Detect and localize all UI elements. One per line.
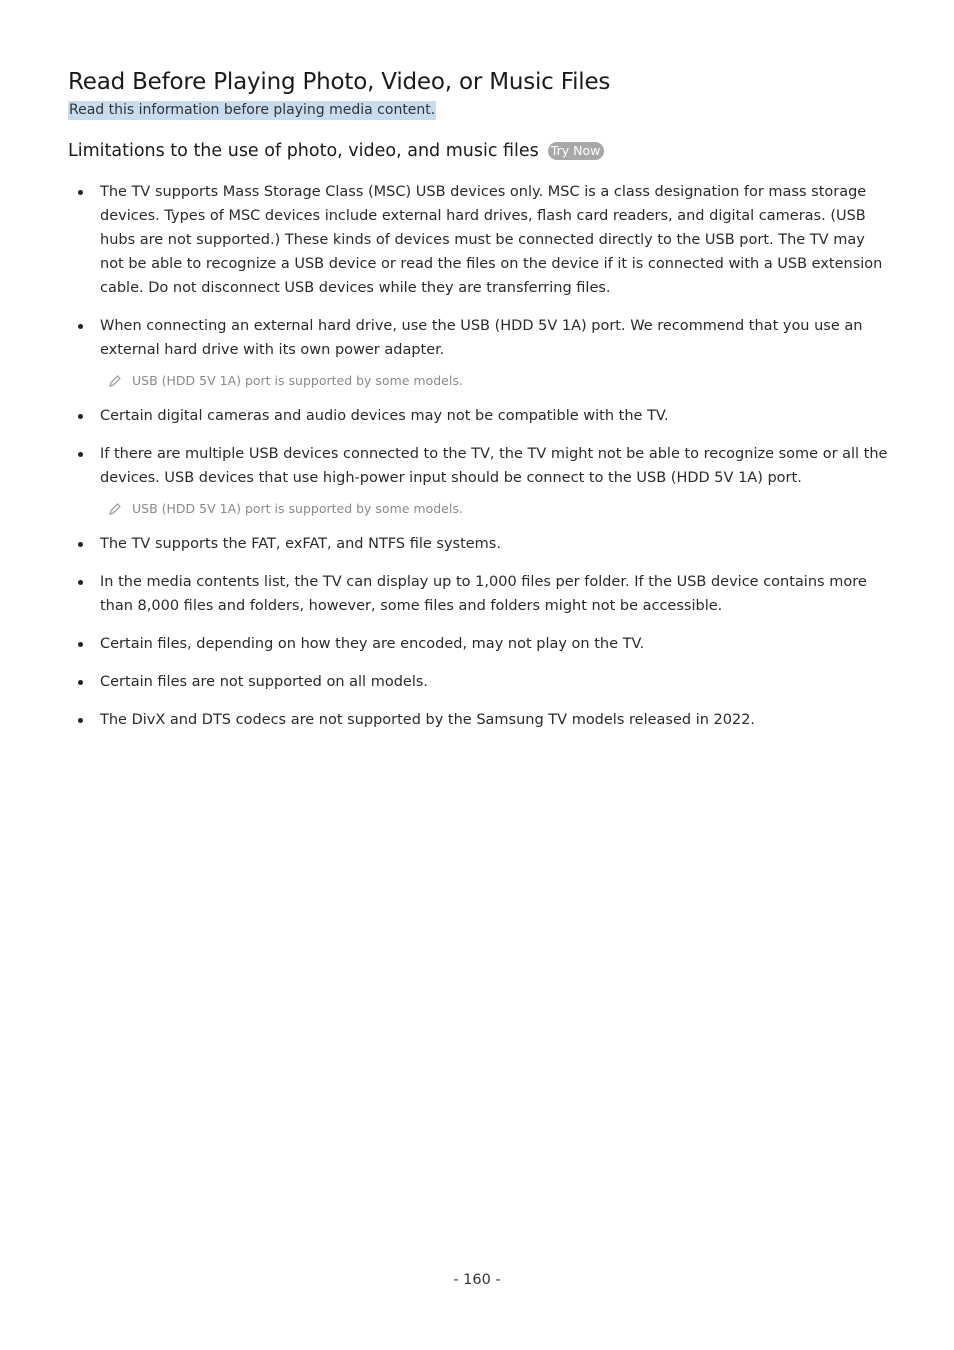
note [108,500,890,518]
section-heading-text: Limitations to the use of photo, video, and music files [68,141,539,161]
page-title: Read Before Playing Photo, Video, or Music Files [68,69,611,95]
list-item-text: The TV supports Mass Storage Class (MSC) USB devices only. MSC is a class designation for mass storage devices. Types of MSC devices include external hard drives, flash card readers, and digital cameras. (USB hubs are not supported.) These kinds of devices must be connected directly to the USB port. The TV may not be able to recognize a USB device or read the files on the device if it is connected with a USB extension cable. Do not disconnect USB devices while they are transferring files. [100,184,883,296]
note [108,372,890,390]
list-item [68,570,890,618]
pencil-icon [108,374,122,388]
list-item-text: If there are multiple USB devices connected to the TV, the TV might not be able to recognize some or all the devices. USB devices that use high-power input should be connect to the USB (HDD 5V 1A) port. [100,446,888,486]
list-item-text: In the media contents list, the TV can display up to 1,000 files per folder. If the USB device contains more than 8,000 files and folders, however, some files and folders might not be accessible. [100,574,867,614]
list-item-text: The TV supports the FAT, exFAT, and NTFS file systems. [100,536,501,552]
page-subtitle [68,98,890,120]
pencil-icon [108,502,122,516]
limitations-list [68,180,890,732]
page-number: - 160 - [453,1272,501,1288]
list-item-text: Certain files, depending on how they are encoded, may not play on the TV. [100,636,645,652]
subtitle-highlight: Read this information before playing media content. [69,102,436,118]
list-item [68,314,890,390]
page-content [68,66,890,746]
try-now-button[interactable]: Try Now [548,142,605,160]
list-item-text: Certain files are not supported on all models. [100,674,429,690]
note-text: USB (HDD 5V 1A) port is supported by some models. [132,501,463,516]
list-item [68,632,890,656]
list-item [68,404,890,428]
section-heading [68,138,890,164]
list-item [68,670,890,694]
list-item-text: The DivX and DTS codecs are not supported by the Samsung TV models released in 2022. [100,712,756,728]
list-item [68,708,890,732]
list-item-text: When connecting an external hard drive, use the USB (HDD 5V 1A) port. We recommend that you use an external hard drive with its own power adapter. [100,318,863,358]
note-text: USB (HDD 5V 1A) port is supported by some models. [132,373,463,388]
list-item [68,532,890,556]
list-item [68,442,890,518]
list-item [68,180,890,300]
list-item-text: Certain digital cameras and audio devices may not be compatible with the TV. [100,408,669,424]
